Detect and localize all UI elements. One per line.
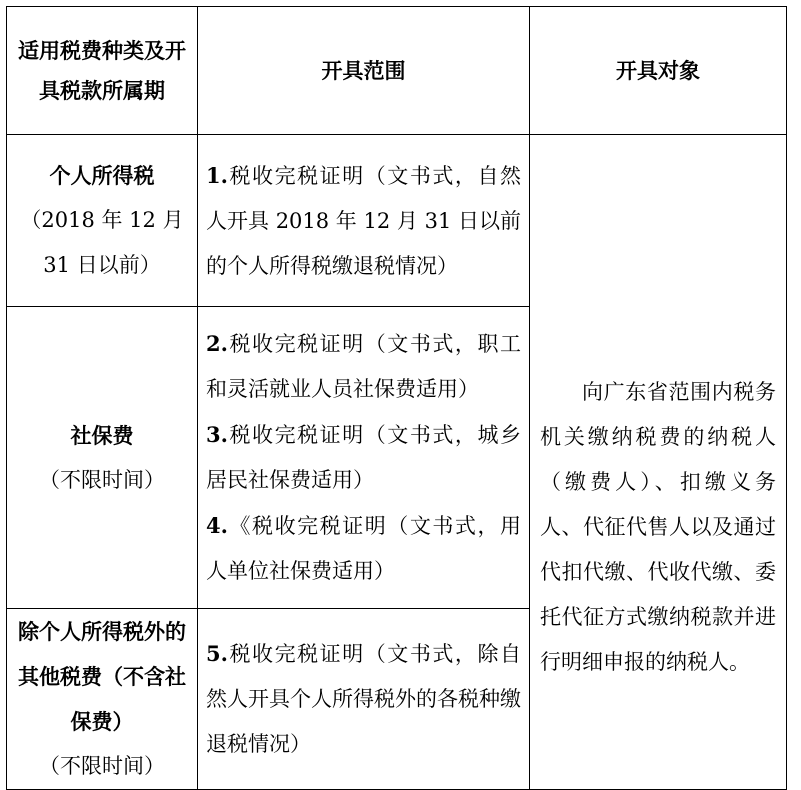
header-target-label: 开具对象 [616, 57, 700, 83]
scope-item-text: 《税收完税证明（文书式，用人单位社保费适用） [206, 514, 521, 583]
tax-name: 社保费 [70, 422, 134, 448]
tax-type-cell [7, 609, 198, 790]
tax-certificate-table [6, 6, 787, 790]
header-scope-label: 开具范围 [321, 57, 406, 83]
scope-item [206, 153, 521, 289]
tax-period: （不限时间） [39, 754, 165, 778]
scope-cell [198, 307, 530, 609]
header-row [7, 7, 787, 135]
scope-item-number: 3. [206, 422, 228, 447]
tax-name: 个人所得税 [49, 163, 155, 188]
scope-item-number: 1. [206, 162, 228, 188]
scope-item [206, 321, 521, 412]
scope-item-text: 税收完税证明（文书式，城乡居民社保费适用） [206, 423, 521, 492]
header-tax-type [7, 7, 198, 135]
tax-type-cell [7, 135, 198, 307]
scope-item-text: 税收完税证明（文书式，职工和灵活就业人员社保费适用） [206, 332, 521, 401]
scope-item [206, 631, 521, 767]
header-tax-type-label: 适用税费种类及开具税款所属期 [18, 37, 186, 103]
target-text: 向广东省范围内税务机关缴纳税费的纳税人（缴费人）、扣缴义务人、代征代售人以及通过代扣代缴、代收代缴、委托代征方式缴纳税款并进行明细申报的纳税人。 [540, 379, 776, 674]
header-target [530, 7, 787, 135]
scope-item [206, 412, 521, 503]
scope-item-text: 税收完税证明（文书式，除自然人开具个人所得税外的各税种缴退税情况） [206, 642, 521, 756]
target-cell [530, 135, 787, 790]
tax-period: （不限时间） [39, 467, 165, 492]
scope-item [206, 503, 521, 594]
scope-item-text: 税收完税证明（文书式，自然人开具 2018 年 12 月 31 日以前的个人所得税缴退税情况） [206, 163, 521, 278]
scope-item-number: 4. [206, 513, 228, 538]
table-row [7, 135, 787, 307]
tax-name: 除个人所得税外的其他税费（不含社保费） [18, 619, 186, 734]
scope-item-number: 5. [206, 641, 228, 666]
tax-period: （2018 年 12 月 31 日以前） [20, 208, 184, 277]
scope-cell [198, 135, 530, 307]
header-scope [198, 7, 530, 135]
scope-cell [198, 609, 530, 790]
scope-item-number: 2. [206, 331, 228, 356]
tax-type-cell [7, 307, 198, 609]
